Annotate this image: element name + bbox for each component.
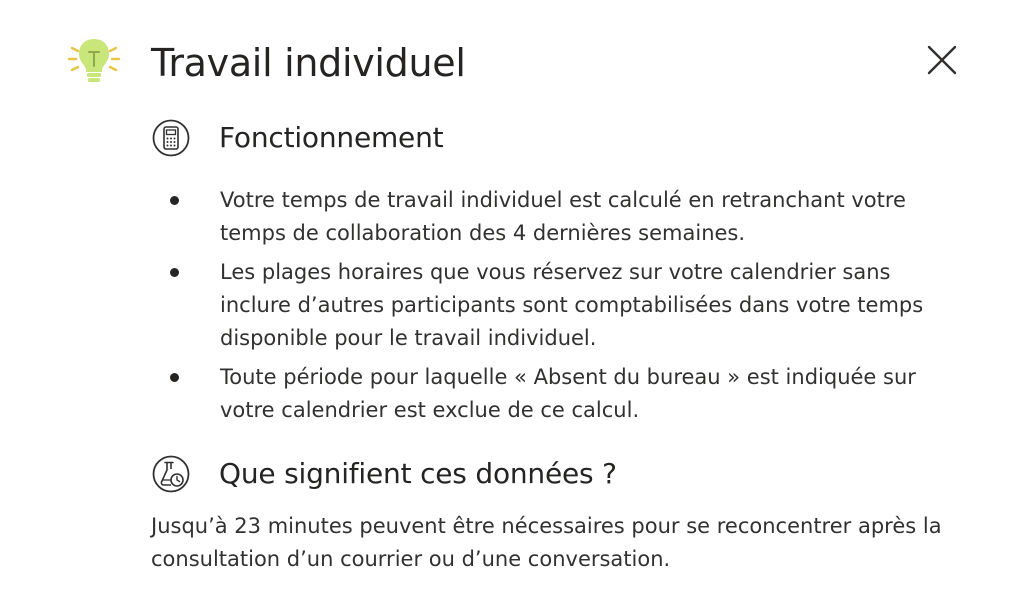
bullet-list	[170, 184, 960, 433]
section-header-meaning	[151, 454, 617, 494]
bullet-dot	[170, 196, 179, 205]
list-item-text: Les plages horaires que vous réservez sur votre calendrier sans inclure d’autres participants sont comptabilisées dans votre temps disponible pour le travail individuel.	[220, 260, 924, 350]
panel-title: Travail individuel	[151, 41, 466, 85]
list-item	[170, 256, 960, 355]
section-title: Que signifient ces données ?	[219, 457, 617, 490]
calculator-icon	[151, 118, 191, 158]
section-description: Jusqu’à 23 minutes peuvent être nécessaires pour se reconcentrer après la consultation d’un courrier ou d’une conversation.	[151, 514, 942, 571]
list-item-text: Toute période pour laquelle « Absent du bureau » est indiquée sur votre calendrier est exclue de ce calcul.	[220, 365, 916, 422]
section-header-fonctionnement	[151, 118, 443, 158]
section-title: Fonctionnement	[219, 121, 444, 154]
list-item	[170, 361, 960, 427]
list-item-text: Votre temps de travail individuel est calculé en retranchant votre temps de collaboration des 4 dernières semaines.	[220, 188, 906, 245]
lightbulb-icon	[64, 34, 124, 86]
list-item	[170, 184, 960, 250]
close-icon[interactable]	[924, 42, 960, 78]
bullet-dot	[170, 373, 179, 382]
science-flask-icon	[151, 454, 191, 494]
bullet-dot	[170, 268, 179, 277]
